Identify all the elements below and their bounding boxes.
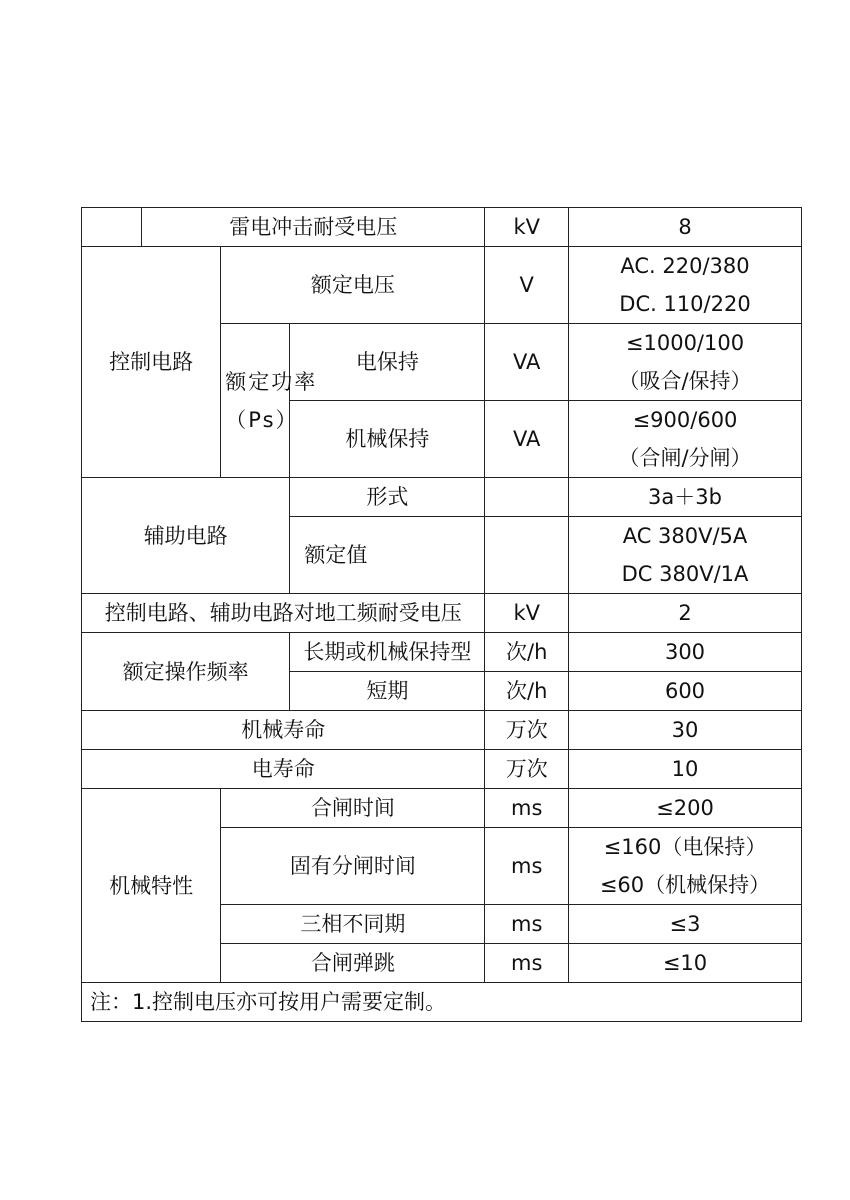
sub-param-label: 机械保持 bbox=[290, 401, 485, 478]
unit-cell: kV bbox=[485, 594, 569, 633]
value-cell: ≤10 bbox=[569, 944, 802, 983]
blank-cell bbox=[82, 208, 142, 247]
value-line: ≤60（机械保持） bbox=[599, 873, 771, 897]
unit-cell: 次/h bbox=[485, 633, 569, 672]
group-label-mechanical-characteristics: 机械特性 bbox=[82, 789, 221, 983]
sub-param-label: 形式 bbox=[290, 478, 485, 517]
table-row bbox=[82, 750, 802, 789]
sub-param-label: 合闸时间 bbox=[221, 789, 485, 828]
value-line: ≤900/600 bbox=[632, 408, 738, 432]
value-line: ≤1000/100 bbox=[625, 331, 745, 355]
value-cell: 600 bbox=[569, 672, 802, 711]
value-cell: 10 bbox=[569, 750, 802, 789]
unit-cell: ms bbox=[485, 944, 569, 983]
unit-cell: ms bbox=[485, 789, 569, 828]
group-label-auxiliary-circuit: 辅助电路 bbox=[82, 478, 290, 594]
param-label-rated-power bbox=[221, 324, 318, 478]
sub-param-label: 三相不同期 bbox=[221, 905, 485, 944]
value-cell bbox=[569, 324, 802, 401]
unit-cell: V bbox=[485, 247, 569, 324]
value-cell: 300 bbox=[569, 633, 802, 672]
table-row bbox=[82, 594, 802, 633]
table-row bbox=[82, 789, 802, 828]
value-cell: 3a＋3b bbox=[569, 478, 802, 517]
sub-param-label: 合闸弹跳 bbox=[221, 944, 485, 983]
value-line: AC 380V/5A bbox=[622, 524, 748, 548]
group-label-operation-frequency: 额定操作频率 bbox=[82, 633, 290, 711]
value-cell bbox=[569, 247, 802, 324]
table-row bbox=[82, 478, 802, 517]
group-label-control-circuit: 控制电路 bbox=[82, 247, 221, 478]
table-row bbox=[82, 983, 802, 1022]
unit-cell: ms bbox=[485, 905, 569, 944]
sub-param-label: 短期 bbox=[290, 672, 485, 711]
value-line: ≤160（电保持） bbox=[603, 835, 767, 859]
value-line: AC. 220/380 bbox=[620, 254, 750, 278]
value-line: DC. 110/220 bbox=[619, 292, 751, 316]
value-cell: 8 bbox=[569, 208, 802, 247]
value-cell: ≤200 bbox=[569, 789, 802, 828]
param-label: 雷电冲击耐受电压 bbox=[142, 208, 485, 247]
unit-cell bbox=[485, 517, 569, 594]
value-line: （吸合/保持） bbox=[618, 369, 752, 393]
param-label: 电寿命 bbox=[82, 750, 485, 789]
value-cell: ≤3 bbox=[569, 905, 802, 944]
table-row bbox=[82, 208, 802, 247]
value-cell bbox=[569, 517, 802, 594]
value-cell: 30 bbox=[569, 711, 802, 750]
param-label: 控制电路、辅助电路对地工频耐受电压 bbox=[82, 594, 485, 633]
param-label: 机械寿命 bbox=[82, 711, 485, 750]
param-label: 额定电压 bbox=[221, 247, 485, 324]
sub-param-label: 额定值 bbox=[290, 517, 485, 594]
value-line: （合闸/分闸） bbox=[618, 446, 752, 470]
unit-cell: VA bbox=[485, 324, 569, 401]
unit-cell: kV bbox=[485, 208, 569, 247]
unit-cell: ms bbox=[485, 828, 569, 905]
spec-table bbox=[81, 207, 802, 1022]
table-row bbox=[82, 247, 802, 324]
sub-param-label: 电保持 bbox=[290, 324, 485, 401]
label-line: 额定功率 bbox=[225, 369, 318, 394]
label-line: （Ps） bbox=[225, 407, 299, 432]
value-cell bbox=[569, 828, 802, 905]
unit-cell: 次/h bbox=[485, 672, 569, 711]
sub-param-label: 固有分闸时间 bbox=[221, 828, 485, 905]
unit-cell: VA bbox=[485, 401, 569, 478]
value-cell: 2 bbox=[569, 594, 802, 633]
sub-param-label: 长期或机械保持型 bbox=[290, 633, 485, 672]
table-note: 注：1.控制电压亦可按用户需要定制。 bbox=[82, 983, 802, 1022]
table-row bbox=[82, 633, 802, 672]
table-row bbox=[82, 711, 802, 750]
value-line: DC 380V/1A bbox=[621, 562, 749, 586]
unit-cell: 万次 bbox=[485, 711, 569, 750]
unit-cell: 万次 bbox=[485, 750, 569, 789]
value-cell bbox=[569, 401, 802, 478]
unit-cell bbox=[485, 478, 569, 517]
